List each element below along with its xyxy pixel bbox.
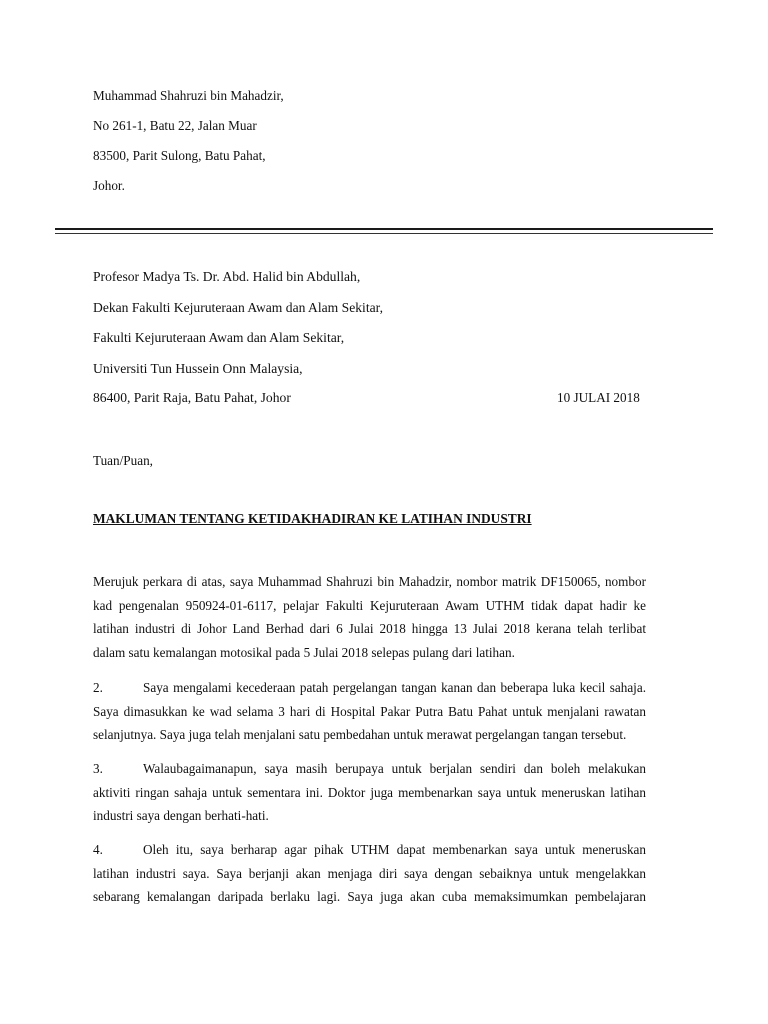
- paragraph-3-line: [93, 757, 646, 781]
- paragraph-3-line-text: Walaubagaimanapun, saya masih berupaya untuk berjalan sendiri dan boleh melakukan: [143, 761, 646, 776]
- recipient-name: Profesor Madya Ts. Dr. Abd. Halid bin Abdullah,: [93, 269, 361, 284]
- paragraph-3-line: aktiviti ringan sahaja untuk sementara ini. Doktor juga membenarkan saya untuk meneruskan latihan: [93, 784, 646, 800]
- paragraph-2-line: selanjutnya. Saya juga telah menjalani satu pembedahan untuk merawat pergelangan tangan tersebut.: [93, 727, 627, 742]
- header-divider-thin: [55, 233, 713, 234]
- paragraph-4-line: [93, 838, 646, 862]
- paragraph-4-line: sebarang kemalangan daripada berlaku lagi. Saya juga akan cuba memaksimumkan pembelajaran: [93, 889, 646, 904]
- recipient-faculty: Fakulti Kejuruteraan Awam dan Alam Sekitar,: [93, 330, 345, 345]
- sender-address-line-2: 83500, Parit Sulong, Batu Pahat,: [93, 148, 266, 163]
- paragraph-1-line: latihan industri di Johor Land Berhad dari 6 Julai 2018 hingga 13 Julai 2018 kerana telah terlibat: [93, 621, 646, 636]
- sender-name: Muhammad Shahruzi bin Mahadzir,: [93, 88, 284, 103]
- paragraph-1-line: Merujuk perkara di atas, saya Muhammad Shahruzi bin Mahadzir, nombor matrik DF150065, nombor: [93, 574, 646, 589]
- paragraph-2-line: Saya dimasukkan ke wad selama 3 hari di Hospital Pakar Putra Batu Pahat untuk menjalani rawatan: [93, 703, 646, 719]
- paragraph-3-number: 3.: [93, 761, 103, 776]
- paragraph-3: [93, 757, 646, 828]
- recipient-title: Dekan Fakulti Kejuruteraan Awam dan Alam Sekitar,: [93, 300, 384, 315]
- paragraph-2-number: 2.: [93, 680, 103, 695]
- paragraph-4-line-text: Oleh itu, saya berharap agar pihak UTHM dapat membenarkan saya untuk meneruskan: [143, 842, 646, 857]
- paragraph-3-line: industri saya dengan berhati-hati.: [93, 808, 269, 823]
- paragraph-4-number: 4.: [93, 842, 103, 857]
- paragraph-2: [93, 676, 646, 747]
- paragraph-2-line-text: Saya mengalami kecederaan patah pergelangan tangan kanan dan beberapa luka kecil sahaja.: [143, 680, 646, 695]
- sender-state: Johor.: [93, 178, 125, 193]
- letter-date: 10 JULAI 2018: [557, 390, 640, 405]
- recipient-university: Universiti Tun Hussein Onn Malaysia,: [93, 361, 303, 376]
- sender-address-line-1: No 261-1, Batu 22, Jalan Muar: [93, 118, 257, 133]
- recipient-address: 86400, Parit Raja, Batu Pahat, Johor: [93, 390, 291, 405]
- paragraph-1-line: dalam satu kemalangan motosikal pada 5 Julai 2018 selepas pulang dari latihan.: [93, 644, 515, 660]
- paragraph-4-line: latihan industri saya. Saya berjanji akan menjaga diri saya dengan sebaiknya untuk mengelakkan: [93, 865, 646, 881]
- paragraph-1-line: kad pengenalan 950924-01-6117, pelajar Fakulti Kejuruteraan Awam UTHM tidak dapat hadir ke: [93, 597, 646, 613]
- salutation: Tuan/Puan,: [93, 453, 153, 468]
- letter-subject: MAKLUMAN TENTANG KETIDAKHADIRAN KE LATIHAN INDUSTRI: [93, 511, 532, 526]
- paragraph-4: [93, 838, 646, 909]
- header-divider: [55, 228, 713, 230]
- paragraph-2-line: [93, 676, 646, 700]
- paragraph-1: [93, 570, 646, 664]
